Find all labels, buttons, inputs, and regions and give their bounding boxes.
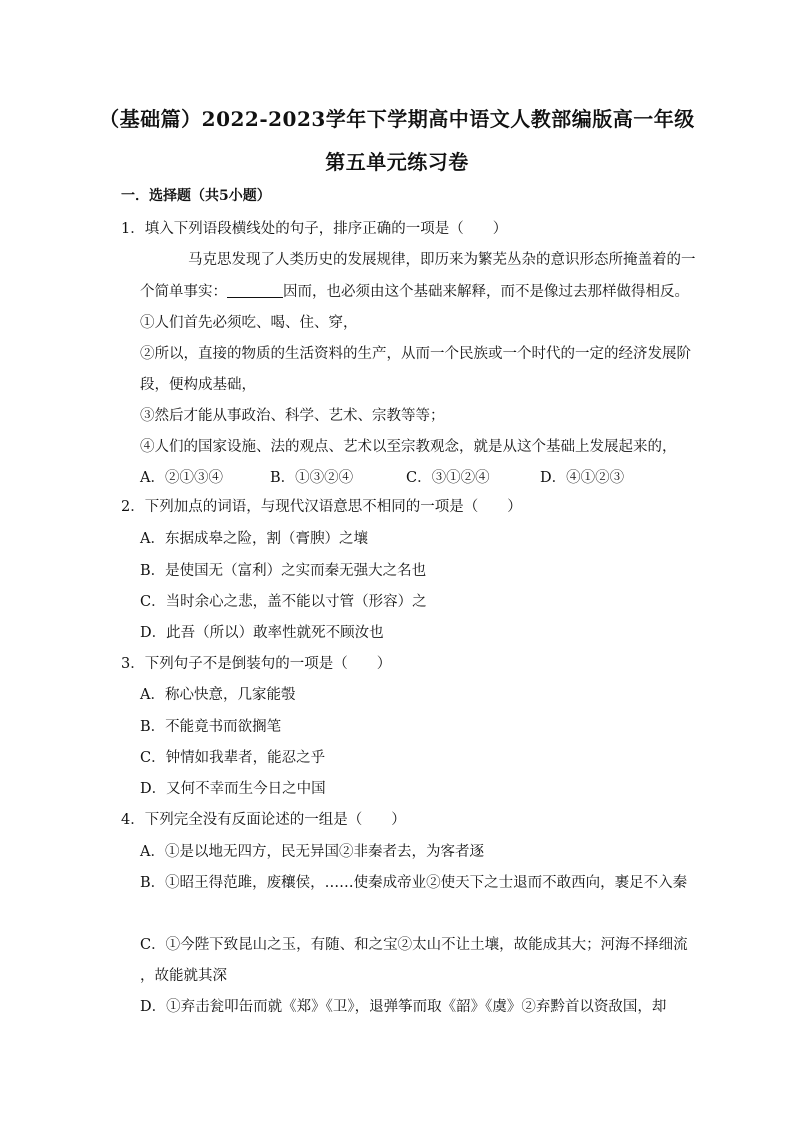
q1-option-c: C．③①②④ <box>406 470 490 486</box>
q3-stem: 3．下列句子不是倒装句的一项是（ ） <box>121 656 392 672</box>
q1-item-1: ①人们首先必须吃、喝、住、穿， <box>140 315 358 331</box>
exam-title: （基础篇）2022-2023学年下学期高中语文人教部编版高一年级 <box>99 107 695 131</box>
q2-option-d: D．此吾（所以）敢率性就死不顾汝也 <box>140 625 384 641</box>
q1-passage-prefix: 个简单事实： <box>140 284 227 300</box>
q1-options <box>140 466 624 487</box>
q4-stem: 4．下列完全没有反面论述的一组是（ ） <box>121 812 406 828</box>
q3-option-d: D．又何不幸而生今日之中国 <box>140 781 326 797</box>
q1-blank <box>227 283 283 298</box>
q4-option-c-line2: ，故能就其深 <box>140 968 227 984</box>
q2-option-c: C．当时余心之悲，盖不能以寸管（形容）之 <box>140 594 427 610</box>
q1-stem: 1．填入下列语段横线处的句子，排序正确的一项是（ ） <box>121 221 508 237</box>
q1-item-4: ④人们的国家设施、法的观点、艺术以至宗教观念，就是从这个基础上发展起来的， <box>140 439 677 455</box>
q3-option-a: A．称心快意，几家能彀 <box>140 687 296 703</box>
exam-subtitle: 第五单元练习卷 <box>325 150 469 174</box>
q1-passage-line2 <box>140 282 689 302</box>
q1-option-d: D．④①②③ <box>540 470 625 486</box>
q4-option-c-line1: C．①今陛下致昆山之玉，有随、和之宝②太山不让土壤，故能成其大；河海不择细流 <box>140 937 688 953</box>
q2-option-b: B．是使国无（富利）之实而秦无强大之名也 <box>140 563 427 579</box>
q1-passage-line1: 马克思发现了人类历史的发展规律，即历来为繁芜丛杂的意识形态所掩盖着的一 <box>188 252 696 268</box>
q4-option-d: D．①弃击瓮叩缶而就《郑》《卫》，退弹筝而取《韶》《虞》②弃黔首以资敌国，却 <box>140 999 667 1015</box>
section-heading: 一．选择题（共5小题） <box>121 188 271 204</box>
q1-item-2b: 段，便构成基础， <box>140 377 256 393</box>
q4-option-a: A．①是以地无四方，民无异国②非秦者去，为客者逐 <box>140 844 484 860</box>
q2-option-a: A．东据成皋之险，割（膏腴）之壤 <box>140 531 368 547</box>
q1-option-b: B．①③②④ <box>270 470 354 486</box>
q1-passage-suffix: 因而，也必须由这个基础来解释，而不是像过去那样做得相反。 <box>283 284 689 300</box>
q3-option-b: B．不能竟书而欲搁笔 <box>140 719 282 735</box>
q3-option-c: C．钟情如我辈者，能忍之乎 <box>140 750 326 766</box>
q2-stem: 2．下列加点的词语，与现代汉语意思不相同的一项是（ ） <box>121 499 522 515</box>
q1-item-2a: ②所以，直接的物质的生活资料的生产，从而一个民族或一个时代的一定的经济发展阶 <box>140 346 691 362</box>
q1-item-3: ③然后才能从事政治、科学、艺术、宗教等等； <box>140 408 445 424</box>
q1-option-a: A．②①③④ <box>140 470 223 486</box>
q4-option-b: B．①昭王得范雎，废穰侯，……使秦成帝业②使天下之士退而不敢西向，裹足不入秦 <box>140 875 688 891</box>
